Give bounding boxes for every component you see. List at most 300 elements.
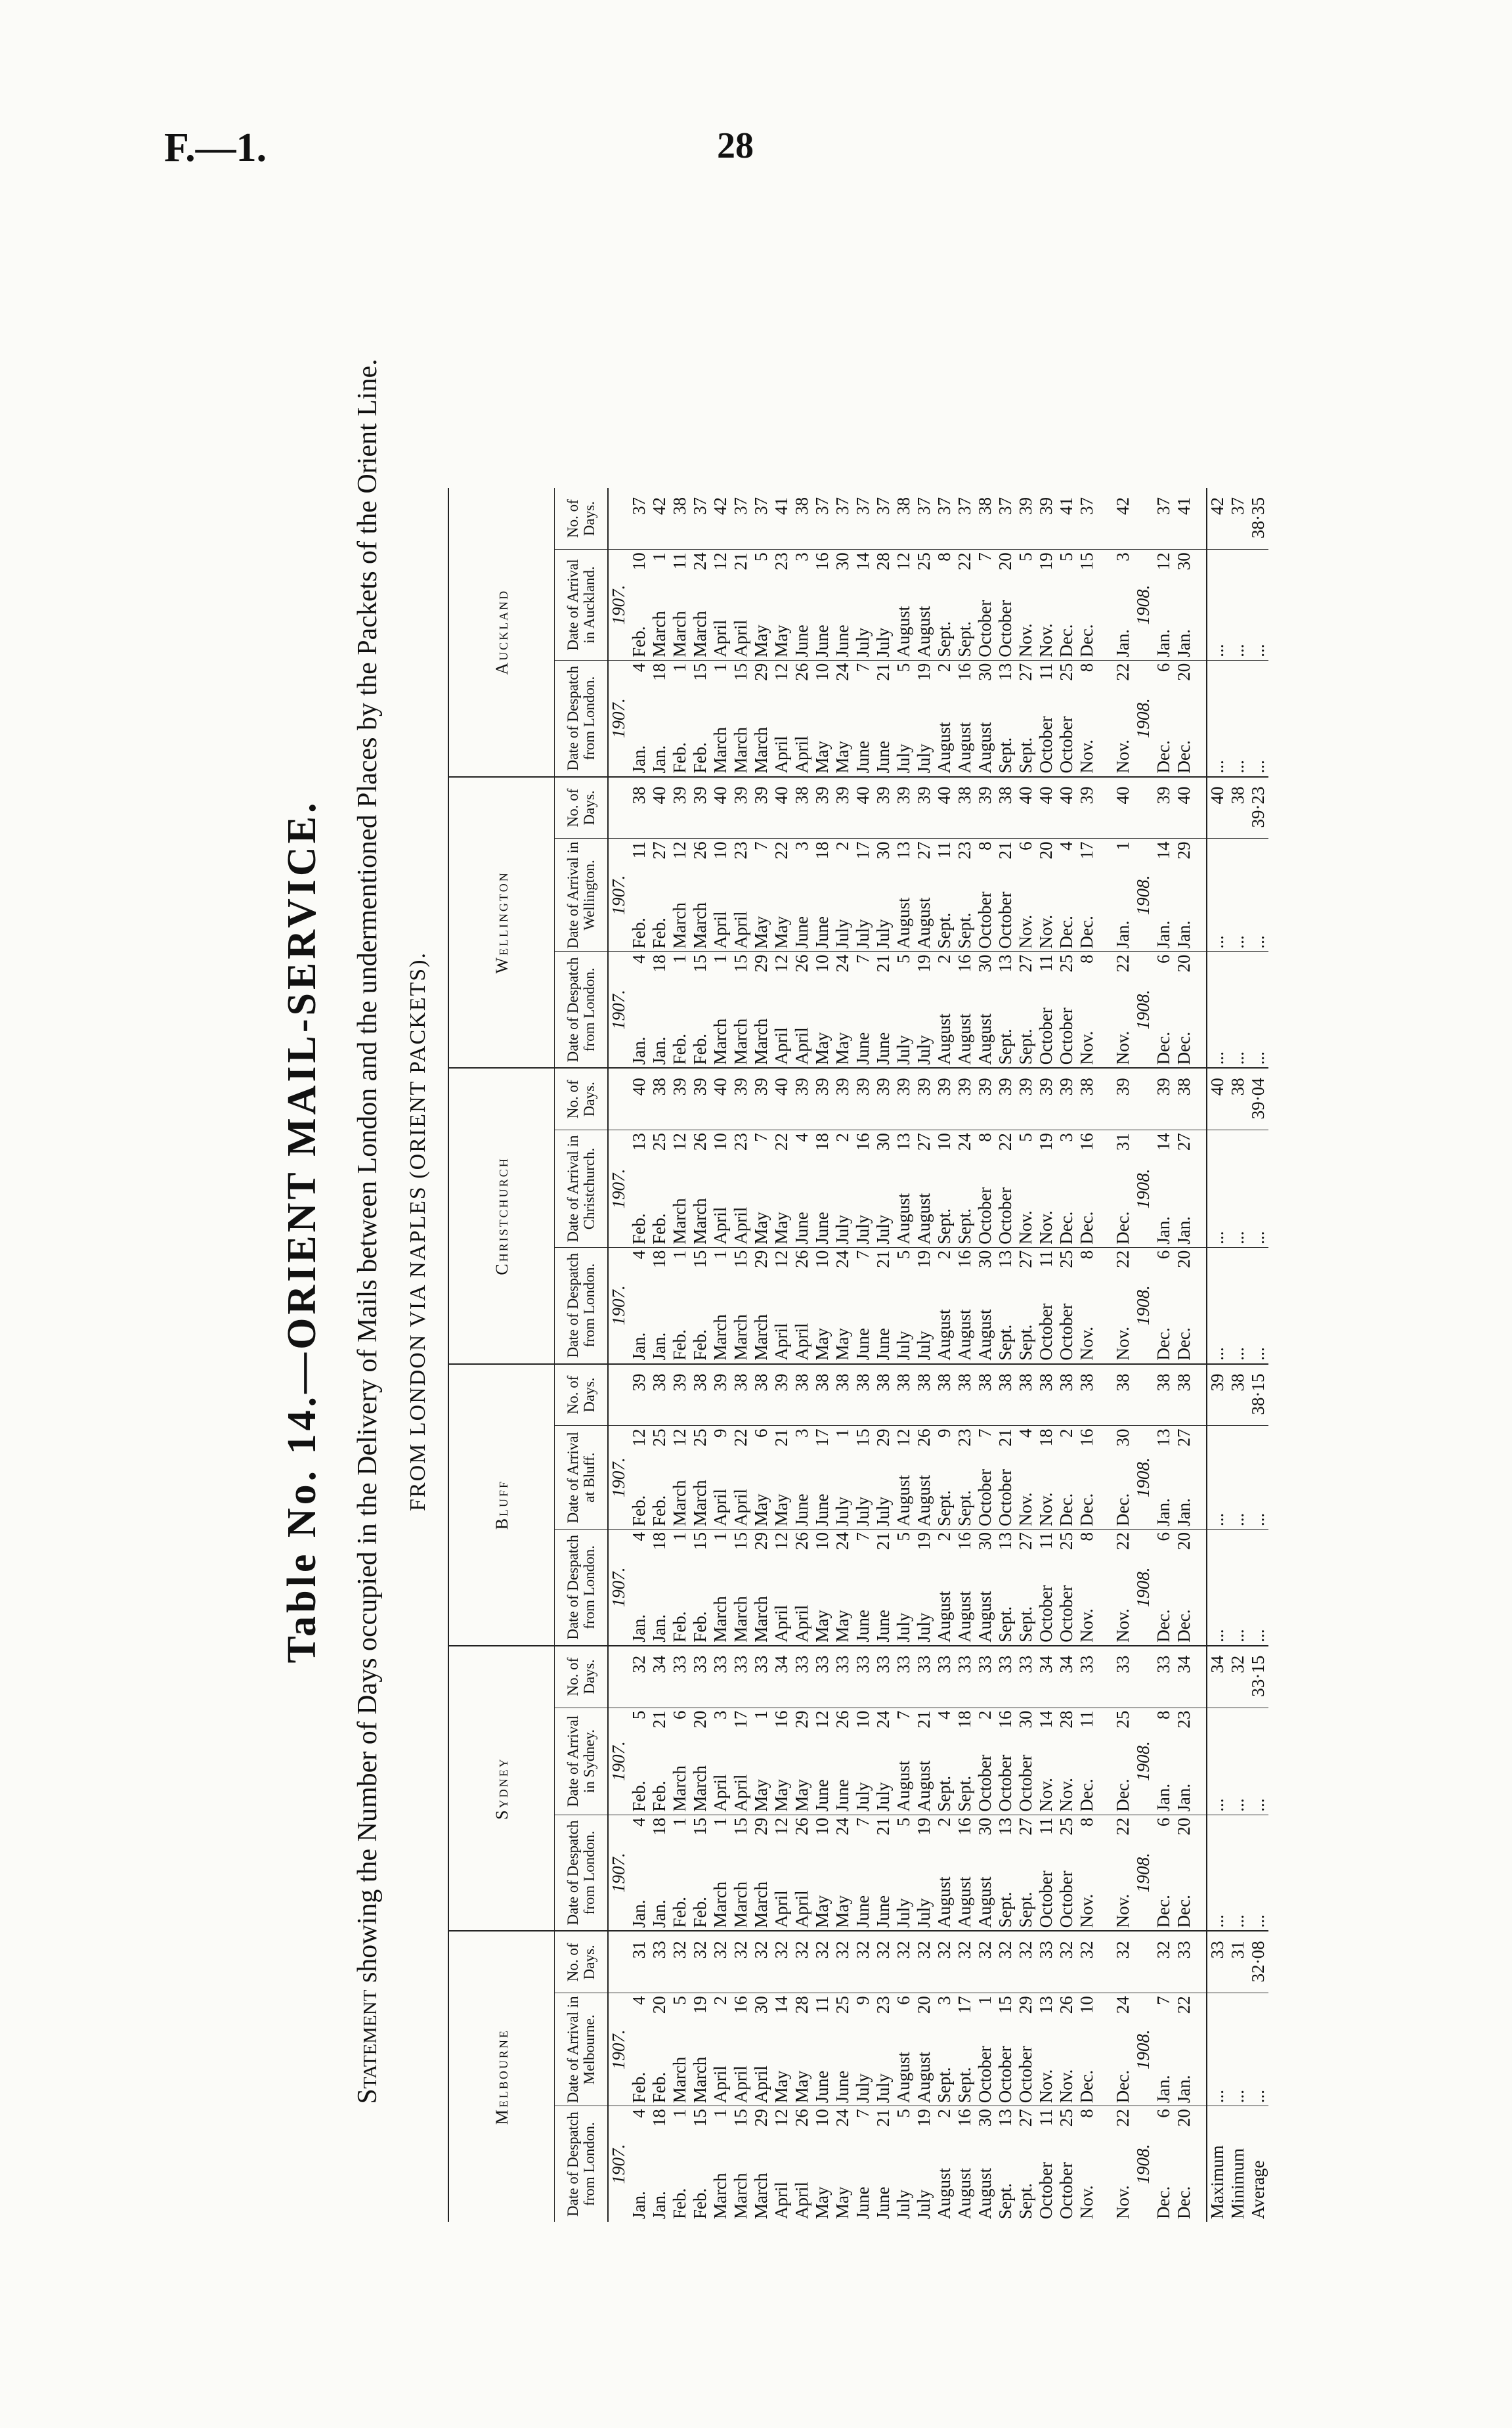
spacer-cell <box>1194 1646 1207 1708</box>
despatch-month: Nov. <box>1077 1560 1097 1645</box>
arrival-day: 18 <box>955 1710 974 1729</box>
year-label: 1908. <box>1133 839 1154 952</box>
despatch-month: May <box>812 2186 832 2219</box>
despatch-day: 1 <box>670 1250 689 1260</box>
arrival-day: 20 <box>914 1996 934 2014</box>
arrival-day: 4 <box>1056 841 1076 850</box>
arrival-month: August <box>894 1162 914 1247</box>
arrival-day: 3 <box>792 841 811 850</box>
table-row <box>1056 488 1077 2222</box>
arrival-day: 7 <box>1154 1996 1173 2005</box>
arrival-day: 25 <box>649 1428 669 1447</box>
arrival-day: 20 <box>1036 841 1056 860</box>
despatch-month: March <box>710 1279 731 1363</box>
despatch-day: 1 <box>670 1532 689 1541</box>
arrival-month: March <box>670 1162 690 1247</box>
arrival-month: July <box>873 1454 894 1530</box>
arrival-month: July <box>873 1162 894 1247</box>
arrival-day: 18 <box>812 841 832 860</box>
year-row-1908 <box>1133 488 1154 2222</box>
arrival-day: 22 <box>771 1133 791 1151</box>
arrival-day: 19 <box>690 1996 710 2014</box>
despatch-day: 24 <box>832 1250 852 1268</box>
despatch-month: August <box>955 1560 975 1645</box>
arrival-month: July <box>832 1454 853 1530</box>
despatch-month: Dec. <box>1154 1279 1174 1363</box>
arrival-month: Dec. <box>1077 1736 1097 1815</box>
despatch-day: 19 <box>914 2109 934 2127</box>
arrival-month: Jan. <box>1174 1454 1194 1530</box>
table-row <box>710 488 731 2222</box>
days-count: 39 <box>894 1068 914 1130</box>
despatch-day: 13 <box>995 1250 1015 1268</box>
year-label: 1907. <box>608 952 629 1068</box>
days-count: 39 <box>995 1068 1016 1130</box>
despatch-day: 1 <box>670 663 689 673</box>
arrival-month: Dec. <box>1113 1736 1133 1815</box>
despatch-day: 15 <box>690 954 710 973</box>
arrival-month: August <box>894 1736 914 1815</box>
table-row <box>873 488 894 2222</box>
arrival-day: 22 <box>731 1428 750 1447</box>
days-count: 38 <box>1016 1364 1036 1426</box>
arrival-month: October <box>995 1162 1016 1247</box>
despatch-day: 1 <box>710 1250 730 1260</box>
despatch-day: 10 <box>812 1532 832 1550</box>
days-count: 40 <box>771 777 792 839</box>
subtitle-rest: showing the Number of Days occupied in the Delivery of Mails between London and the undermentioned Places by the Packets of the Orient Line. <box>353 359 383 1990</box>
days-count: 38 <box>1077 1068 1097 1130</box>
despatch-day: 12 <box>771 1250 791 1268</box>
despatch-day: 26 <box>792 663 811 681</box>
arrival-day: 12 <box>670 1428 689 1447</box>
days-count: 42 <box>649 488 670 550</box>
arrival-day: 2 <box>832 841 852 850</box>
despatch-day: 10 <box>812 1817 832 1836</box>
days-count: 33 <box>995 1646 1016 1708</box>
days-count: 34 <box>649 1646 670 1708</box>
despatch-day: 21 <box>873 1532 893 1550</box>
arrival-month: July <box>873 579 894 660</box>
despatch-day: 18 <box>649 2109 669 2127</box>
arrival-day: 24 <box>873 1710 893 1729</box>
arrival-day: 12 <box>670 841 689 860</box>
days-count: 38 <box>1077 1364 1097 1426</box>
year-label: 1907. <box>608 839 629 952</box>
despatch-month: May <box>812 983 832 1068</box>
table-row <box>1154 488 1174 2222</box>
spacer-cell <box>1194 1708 1207 1815</box>
arrival-day: 2 <box>975 1710 995 1720</box>
arrival-month: October <box>975 1454 995 1530</box>
year-label: 1908. <box>1133 1529 1154 1645</box>
despatch-day: 20 <box>1174 2109 1194 2127</box>
despatch-day: 4 <box>629 663 649 673</box>
despatch-day: 30 <box>975 2109 995 2127</box>
despatch-month: April <box>771 1846 792 1931</box>
year-row-1907 <box>608 488 629 2222</box>
spacer-cell <box>1097 1068 1113 1130</box>
despatch-day: 16 <box>955 1250 974 1268</box>
despatch-day: 5 <box>894 663 913 673</box>
days-count: 39 <box>812 777 832 839</box>
despatch-day: 20 <box>1174 954 1194 973</box>
table-head <box>448 488 608 2222</box>
days-count: 39 <box>975 1068 995 1130</box>
despatch-day: 4 <box>629 2109 649 2118</box>
days-count: 32 <box>771 1931 792 1993</box>
arrival-day: 5 <box>1016 552 1035 562</box>
arrival-month: Feb. <box>629 870 649 952</box>
arrival-month: October <box>1016 2023 1036 2106</box>
summary-value: 42 <box>1207 488 1228 550</box>
arrival-header: Date of Arrival in Wellington. <box>555 839 609 952</box>
arrival-header: Date of Arrival at Bluff. <box>555 1426 609 1530</box>
arrival-day: 5 <box>1056 552 1076 562</box>
despatch-day: 16 <box>955 1532 974 1550</box>
year-label: 1908. <box>1133 660 1154 776</box>
despatch-month: March <box>731 983 751 1068</box>
arrival-month: Dec. <box>1113 1162 1133 1247</box>
arrival-month: Dec. <box>1077 870 1097 952</box>
summary-value: 38·15 <box>1248 1364 1268 1426</box>
despatch-month: Nov. <box>1077 1846 1097 1931</box>
arrival-month: March <box>690 1162 710 1247</box>
empty-cell <box>608 488 629 550</box>
arrival-day: 12 <box>629 1428 649 1447</box>
table-row <box>914 488 934 2222</box>
spacer-cell <box>1097 1247 1113 1363</box>
days-count: 38 <box>670 488 690 550</box>
despatch-day: 29 <box>751 2109 771 2127</box>
arrival-day: 9 <box>934 1428 954 1438</box>
summary-value: 33 <box>1207 1931 1228 1993</box>
arrival-month: August <box>894 1454 914 1530</box>
empty-cell <box>608 1646 629 1708</box>
summary-dots: ... <box>1228 660 1248 776</box>
arrival-day: 30 <box>1113 1428 1133 1447</box>
arrival-month: April <box>731 1454 751 1530</box>
spacer-cell <box>1097 952 1113 1068</box>
arrival-month: October <box>975 1162 995 1247</box>
despatch-day: 24 <box>832 954 852 973</box>
despatch-month: August <box>975 1279 995 1363</box>
arrival-month: Nov. <box>1016 870 1036 952</box>
despatch-day: 7 <box>853 1817 873 1827</box>
despatch-day: 12 <box>771 954 791 973</box>
despatch-month: Feb. <box>670 2188 689 2219</box>
despatch-month: Nov. <box>1077 983 1097 1068</box>
despatch-day: 11 <box>1036 663 1056 680</box>
despatch-day: 12 <box>771 663 791 681</box>
arrival-month: April <box>731 870 751 952</box>
despatch-month: Dec. <box>1174 1560 1194 1645</box>
days-count: 39 <box>1077 777 1097 839</box>
despatch-month: Jan. <box>629 2191 649 2219</box>
arrival-month: June <box>832 579 853 660</box>
days-count: 33 <box>1154 1646 1174 1708</box>
days-count: 32 <box>934 1931 955 1993</box>
arrival-day: 22 <box>995 1133 1015 1151</box>
despatch-month: March <box>710 2173 730 2219</box>
days-count: 38 <box>1056 1364 1077 1426</box>
year-label: 1908. <box>1133 1708 1154 1815</box>
arrival-day: 25 <box>690 1428 710 1447</box>
despatch-month: Sept. <box>1016 1279 1036 1363</box>
days-count: 33 <box>751 1646 771 1708</box>
summary-value: 40 <box>1207 777 1228 839</box>
table-row <box>792 488 812 2222</box>
days-count: 37 <box>629 488 649 550</box>
despatch-header: Date of Despatch from London. <box>555 1815 609 1931</box>
arrival-month: June <box>792 1454 812 1530</box>
despatch-day: 10 <box>812 1250 832 1268</box>
summary-dots: ... <box>1248 1993 1268 2106</box>
table-row <box>832 488 853 2222</box>
table-title: Table No. 14.—ORIENT MAIL-SERVICE. <box>280 799 324 1664</box>
despatch-day: 4 <box>629 1532 649 1541</box>
arrival-day: 10 <box>853 1710 873 1729</box>
arrival-day: 17 <box>731 1710 750 1729</box>
arrival-month: Nov. <box>1016 1454 1036 1530</box>
arrival-month: Jan. <box>1174 870 1194 952</box>
arrival-month: April <box>710 1736 731 1815</box>
days-count: 32 <box>751 1931 771 1993</box>
spacer-cell <box>1097 1646 1113 1708</box>
arrival-day: 19 <box>1036 1133 1056 1151</box>
arrival-day: 21 <box>649 1710 669 1729</box>
despatch-day: 2 <box>934 954 954 963</box>
despatch-header: Date of Despatch from London. <box>555 2106 609 2222</box>
despatch-month: Feb. <box>670 1279 690 1363</box>
days-count: 38 <box>995 1364 1016 1426</box>
arrival-day: 1 <box>751 1710 771 1720</box>
days-count: 33 <box>934 1646 955 1708</box>
days-count: 32 <box>731 1931 751 1993</box>
table-row <box>1174 488 1194 2222</box>
days-count: 39 <box>629 1364 649 1426</box>
days-count: 38 <box>792 1364 812 1426</box>
arrival-month: October <box>1016 1736 1036 1815</box>
days-count: 40 <box>710 777 731 839</box>
despatch-month: July <box>894 2189 913 2219</box>
spacer-cell <box>1097 1931 1113 1993</box>
empty-cell <box>1133 1646 1154 1708</box>
days-count: 39 <box>1154 1068 1174 1130</box>
arrival-month: May <box>771 870 792 952</box>
arrival-day: 2 <box>1056 1428 1076 1438</box>
arrival-day: 29 <box>1174 841 1194 860</box>
despatch-day: 8 <box>1077 1532 1096 1541</box>
spacer-cell <box>1194 1815 1207 1931</box>
despatch-month: August <box>975 692 995 776</box>
despatch-month: October <box>1056 983 1077 1068</box>
despatch-month: Sept. <box>1016 983 1036 1068</box>
arrival-month: June <box>812 2023 832 2106</box>
days-count: 39 <box>955 1068 975 1130</box>
spacer-cell <box>1194 952 1207 1068</box>
days-count: 40 <box>710 1068 731 1130</box>
despatch-day: 6 <box>1154 1250 1173 1260</box>
arrival-month: March <box>690 2023 710 2106</box>
despatch-day: 15 <box>731 1532 750 1550</box>
despatch-day: 29 <box>751 1250 771 1268</box>
despatch-day: 5 <box>894 1817 913 1827</box>
days-count: 33 <box>975 1646 995 1708</box>
summary-dots: ... <box>1228 839 1248 952</box>
summary-dots: ... <box>1207 952 1228 1068</box>
arrival-day: 28 <box>1056 1710 1076 1729</box>
empty-cell <box>1133 1068 1154 1130</box>
days-count: 38 <box>894 1364 914 1426</box>
despatch-day: 22 <box>1113 1532 1133 1550</box>
spacer-cell <box>1097 1130 1113 1248</box>
place-header-christchurch: Christchurch <box>448 1068 555 1363</box>
days-count: 32 <box>1113 1931 1133 1993</box>
year-label: 1908. <box>1133 952 1154 1068</box>
arrival-day: 25 <box>832 1996 852 2014</box>
despatch-day: 15 <box>731 1250 750 1268</box>
days-count: 38 <box>792 777 812 839</box>
days-count: 32 <box>853 1931 873 1993</box>
despatch-month: Jan. <box>629 1560 649 1645</box>
days-count: 39 <box>690 777 710 839</box>
despatch-month: Sept. <box>1016 2183 1035 2219</box>
arrival-month: Sept. <box>955 2023 975 2106</box>
despatch-day: 25 <box>1056 663 1076 681</box>
arrival-day: 1 <box>649 552 669 562</box>
despatch-day: 21 <box>873 1250 893 1268</box>
despatch-month: Jan. <box>629 983 649 1068</box>
arrival-month: May <box>751 1736 771 1815</box>
despatch-month: May <box>832 1560 853 1645</box>
table-row <box>731 488 751 2222</box>
despatch-month: March <box>751 1279 771 1363</box>
days-count: 31 <box>629 1931 649 1993</box>
table-row <box>1113 488 1133 2222</box>
despatch-month: Sept. <box>995 692 1016 776</box>
despatch-day: 18 <box>649 1250 669 1268</box>
arrival-day: 29 <box>1016 1996 1035 2014</box>
days-count: 39 <box>1016 488 1036 550</box>
arrival-day: 23 <box>955 1428 974 1447</box>
arrival-day: 16 <box>771 1710 791 1729</box>
summary-dots: ... <box>1207 660 1228 776</box>
despatch-month: April <box>771 1560 792 1645</box>
arrival-header: Date of Arrival in Melbourne. <box>555 1993 609 2106</box>
despatch-day: 10 <box>812 2109 832 2127</box>
arrival-day: 25 <box>1113 1710 1133 1729</box>
despatch-month: Nov. <box>1113 2185 1133 2219</box>
despatch-day: 26 <box>792 2109 811 2127</box>
arrival-day: 11 <box>670 552 689 570</box>
despatch-month: March <box>710 1846 731 1931</box>
arrival-day: 7 <box>751 841 771 850</box>
despatch-month: April <box>771 2182 791 2219</box>
arrival-month: October <box>975 870 995 952</box>
despatch-month: May <box>832 1279 853 1363</box>
days-count: 32 <box>894 1931 914 1993</box>
arrival-month: August <box>914 2023 934 2106</box>
despatch-month: October <box>1056 692 1077 776</box>
despatch-month: August <box>975 1846 995 1931</box>
despatch-day: 10 <box>812 663 832 681</box>
table-subtitle <box>352 233 383 2230</box>
year-label: 1908. <box>1133 2144 1153 2184</box>
arrival-day: 24 <box>690 552 710 571</box>
arrival-month: Sept. <box>934 579 955 660</box>
despatch-month: October <box>1036 2162 1056 2219</box>
despatch-month: April <box>771 983 792 1068</box>
summary-dots: ... <box>1248 1529 1268 1645</box>
summary-dots: ... <box>1207 550 1228 661</box>
empty-cell <box>1133 777 1154 839</box>
summary-value: 40 <box>1207 1068 1228 1130</box>
despatch-day: 15 <box>690 663 710 681</box>
arrival-day: 12 <box>1154 552 1173 571</box>
days-count: 38 <box>934 1364 955 1426</box>
summary-dots: ... <box>1228 1815 1248 1931</box>
arrival-day: 28 <box>873 552 893 571</box>
despatch-month: Nov. <box>1077 1279 1097 1363</box>
despatch-month: March <box>710 692 731 776</box>
days-count: 39 <box>710 1364 731 1426</box>
arrival-month: March <box>670 579 690 660</box>
arrival-month: April <box>710 2023 731 2106</box>
despatch-month: August <box>955 1279 975 1363</box>
despatch-month: August <box>934 1279 955 1363</box>
despatch-day: 10 <box>812 954 832 973</box>
arrival-month: April <box>710 1454 731 1530</box>
despatch-day: 22 <box>1113 2109 1133 2127</box>
arrival-day: 3 <box>792 1428 811 1438</box>
arrival-day: 2 <box>710 1996 730 2005</box>
despatch-month: October <box>1036 983 1056 1068</box>
days-count: 38 <box>1036 1364 1056 1426</box>
despatch-month: Sept. <box>995 983 1016 1068</box>
arrival-month: Nov. <box>1036 1162 1056 1247</box>
despatch-month: April <box>792 1279 812 1363</box>
despatch-month: July <box>914 1279 934 1363</box>
summary-dots: ... <box>1207 1130 1228 1248</box>
arrival-month: June <box>812 1162 832 1247</box>
days-header: No. of Days. <box>555 1364 609 1426</box>
arrival-month: Jan. <box>1174 1162 1194 1247</box>
despatch-month: June <box>873 1846 894 1931</box>
days-count: 32 <box>1154 1931 1174 1993</box>
arrival-month: Jan. <box>1113 579 1133 660</box>
summary-dots: ... <box>1207 1529 1228 1645</box>
arrival-month: March <box>690 579 710 660</box>
summary-dots: ... <box>1248 660 1268 776</box>
despatch-day: 12 <box>771 1532 791 1550</box>
arrival-day: 29 <box>873 1428 893 1447</box>
days-count: 32 <box>955 1931 975 1993</box>
despatch-day: 25 <box>1056 954 1076 973</box>
despatch-month: October <box>1036 1846 1056 1931</box>
arrival-month: Nov. <box>1036 1736 1056 1815</box>
arrival-day: 26 <box>914 1428 934 1447</box>
spacer-cell <box>1097 2106 1113 2222</box>
arrival-month: October <box>975 2023 995 2106</box>
despatch-month: Jan. <box>649 1846 670 1931</box>
arrival-day: 18 <box>812 1133 832 1151</box>
arrival-month: April <box>731 1162 751 1247</box>
despatch-month: June <box>853 1846 873 1931</box>
gap-row <box>1097 488 1113 2222</box>
arrival-month: June <box>812 1736 832 1815</box>
days-count: 33 <box>955 1646 975 1708</box>
